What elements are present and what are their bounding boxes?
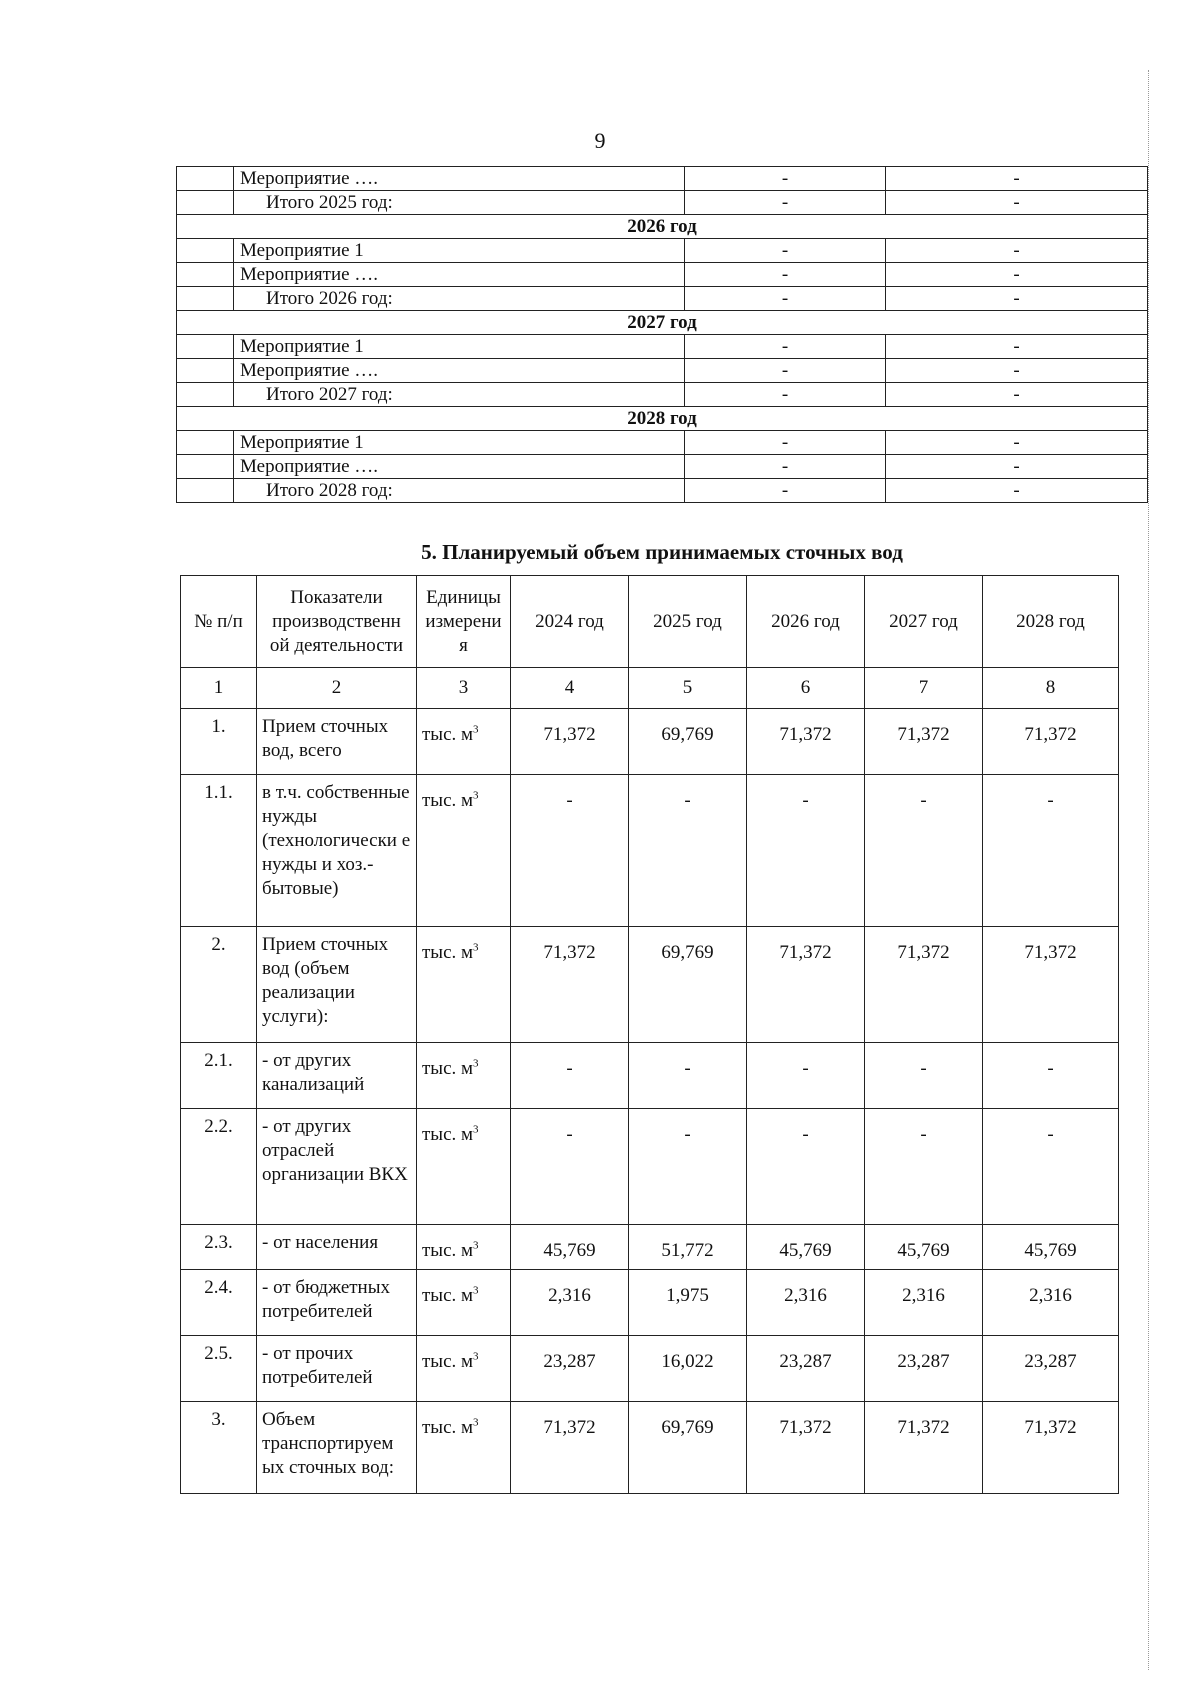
- unit-cell: [417, 927, 511, 1043]
- unit-cell: [417, 709, 511, 775]
- measure-label: Мероприятие ….: [234, 167, 685, 191]
- empty-cell: [177, 383, 234, 407]
- year-value: -: [865, 1109, 983, 1225]
- year-value: 16,022: [629, 1336, 747, 1402]
- header-cell: № п/п: [181, 576, 257, 668]
- measure-value: -: [886, 455, 1148, 479]
- unit-exponent: 3: [473, 723, 479, 736]
- unit-exponent: 3: [473, 789, 479, 802]
- header-cell: 2027 год: [865, 576, 983, 668]
- year-value: -: [983, 775, 1119, 927]
- measure-label: Итого 2028 год:: [234, 479, 685, 503]
- measure-row: [177, 359, 1148, 383]
- column-number-row: [181, 668, 1119, 709]
- year-value: 71,372: [983, 927, 1119, 1043]
- unit-text: тыс. м: [422, 724, 474, 745]
- year-value: 69,769: [629, 1402, 747, 1494]
- measure-value: -: [886, 239, 1148, 263]
- year-value: 71,372: [511, 1402, 629, 1494]
- unit-text: тыс. м: [422, 942, 474, 963]
- table-row: [181, 775, 1119, 927]
- indicator-label: - от населения: [257, 1225, 417, 1270]
- unit-cell: [417, 1336, 511, 1402]
- measure-row: [177, 455, 1148, 479]
- year-value: 69,769: [629, 709, 747, 775]
- empty-cell: [177, 167, 234, 191]
- indicator-label: Прием сточных вод, всего: [257, 709, 417, 775]
- measure-row: [177, 431, 1148, 455]
- measure-value: -: [685, 263, 886, 287]
- measure-value: -: [886, 263, 1148, 287]
- empty-cell: [177, 335, 234, 359]
- empty-cell: [177, 239, 234, 263]
- column-number: 6: [747, 668, 865, 709]
- measure-label: Мероприятие 1: [234, 431, 685, 455]
- year-value: 71,372: [511, 927, 629, 1043]
- table-row: [181, 1109, 1119, 1225]
- indicator-label: в т.ч. собственные нужды (технологически е нужды и хоз.-бытовые): [257, 775, 417, 927]
- year-value: 45,769: [983, 1225, 1119, 1270]
- year-value: -: [865, 775, 983, 927]
- measure-value: -: [685, 287, 886, 311]
- measure-value: -: [886, 431, 1148, 455]
- unit-text: тыс. м: [422, 1240, 474, 1261]
- unit-cell: [417, 1043, 511, 1109]
- unit-text: тыс. м: [422, 1124, 474, 1145]
- row-number: 2.5.: [181, 1336, 257, 1402]
- unit-text: тыс. м: [422, 1351, 474, 1372]
- year-value: 69,769: [629, 927, 747, 1043]
- unit-exponent: 3: [473, 1284, 479, 1297]
- unit-text: тыс. м: [422, 790, 474, 811]
- empty-cell: [177, 263, 234, 287]
- measure-value: -: [886, 335, 1148, 359]
- year-heading: 2028 год: [177, 407, 1148, 431]
- header-cell: 2026 год: [747, 576, 865, 668]
- header-cell: 2025 год: [629, 576, 747, 668]
- unit-exponent: 3: [473, 1123, 479, 1136]
- measure-row: [177, 263, 1148, 287]
- table-row: [181, 1270, 1119, 1336]
- section-title: 5. Планируемый объем принимаемых сточных вод: [421, 540, 903, 564]
- year-value: -: [511, 775, 629, 927]
- unit-text: тыс. м: [422, 1058, 474, 1079]
- year-value: -: [629, 1109, 747, 1225]
- year-value: -: [747, 1043, 865, 1109]
- column-number: 2: [257, 668, 417, 709]
- empty-cell: [177, 455, 234, 479]
- year-value: 1,975: [629, 1270, 747, 1336]
- year-value: 71,372: [747, 709, 865, 775]
- year-value: -: [747, 775, 865, 927]
- table-row: [181, 709, 1119, 775]
- header-cell: 2024 год: [511, 576, 629, 668]
- measure-label: Мероприятие ….: [234, 455, 685, 479]
- year-value: 23,287: [983, 1336, 1119, 1402]
- unit-exponent: 3: [473, 1057, 479, 1070]
- row-number: 2.1.: [181, 1043, 257, 1109]
- table-row: [181, 1225, 1119, 1270]
- year-value: 2,316: [865, 1270, 983, 1336]
- measure-value: -: [886, 167, 1148, 191]
- year-value: 2,316: [983, 1270, 1119, 1336]
- column-number: 1: [181, 668, 257, 709]
- column-number: 8: [983, 668, 1119, 709]
- unit-cell: [417, 1270, 511, 1336]
- year-value: 23,287: [865, 1336, 983, 1402]
- year-value: 51,772: [629, 1225, 747, 1270]
- measure-value: -: [886, 287, 1148, 311]
- wastewater-volume-table: [180, 575, 1119, 1494]
- year-value: -: [747, 1109, 865, 1225]
- indicator-label: - от прочих потребителей: [257, 1336, 417, 1402]
- indicator-label: - от бюджетных потребителей: [257, 1270, 417, 1336]
- unit-exponent: 3: [473, 1239, 479, 1252]
- measure-label: Мероприятие 1: [234, 335, 685, 359]
- year-value: -: [865, 1043, 983, 1109]
- row-number: 2.2.: [181, 1109, 257, 1225]
- empty-cell: [177, 431, 234, 455]
- measure-value: -: [685, 359, 886, 383]
- measure-value: -: [685, 479, 886, 503]
- year-value: -: [511, 1109, 629, 1225]
- page-edge-artifact: [1148, 70, 1152, 1670]
- unit-text: тыс. м: [422, 1285, 474, 1306]
- year-value: 45,769: [511, 1225, 629, 1270]
- table-row: [181, 927, 1119, 1043]
- measures-table: [176, 166, 1148, 503]
- measure-label: Итого 2025 год:: [234, 191, 685, 215]
- indicator-label: - от других канализаций: [257, 1043, 417, 1109]
- column-number: 4: [511, 668, 629, 709]
- year-value: 71,372: [511, 709, 629, 775]
- year-value: 71,372: [983, 709, 1119, 775]
- unit-text: тыс. м: [422, 1417, 474, 1438]
- year-value: 71,372: [747, 927, 865, 1043]
- measure-row: [177, 167, 1148, 191]
- year-value: 2,316: [747, 1270, 865, 1336]
- year-value: -: [629, 775, 747, 927]
- total-row: [177, 479, 1148, 503]
- total-row: [177, 191, 1148, 215]
- year-value: -: [983, 1109, 1119, 1225]
- year-value: -: [983, 1043, 1119, 1109]
- unit-exponent: 3: [473, 941, 479, 954]
- year-row: [177, 215, 1148, 239]
- year-value: 71,372: [747, 1402, 865, 1494]
- measure-value: -: [886, 359, 1148, 383]
- column-number: 7: [865, 668, 983, 709]
- header-cell: Показатели производственн ой деятельности: [257, 576, 417, 668]
- measure-value: -: [685, 335, 886, 359]
- year-value: 45,769: [747, 1225, 865, 1270]
- measure-value: -: [685, 167, 886, 191]
- measure-value: -: [886, 191, 1148, 215]
- total-row: [177, 287, 1148, 311]
- measure-value: -: [685, 455, 886, 479]
- year-value: -: [629, 1043, 747, 1109]
- empty-cell: [177, 191, 234, 215]
- year-row: [177, 407, 1148, 431]
- table-header-row: [181, 576, 1119, 668]
- measure-label: Мероприятие ….: [234, 359, 685, 383]
- measure-value: -: [886, 479, 1148, 503]
- year-value: 71,372: [865, 1402, 983, 1494]
- unit-cell: [417, 1109, 511, 1225]
- measure-label: Мероприятие ….: [234, 263, 685, 287]
- measure-label: Итого 2027 год:: [234, 383, 685, 407]
- measure-row: [177, 335, 1148, 359]
- year-value: 71,372: [865, 709, 983, 775]
- year-value: 71,372: [983, 1402, 1119, 1494]
- unit-cell: [417, 1225, 511, 1270]
- measure-label: Итого 2026 год:: [234, 287, 685, 311]
- table-row: [181, 1402, 1119, 1494]
- indicator-label: Объем транспортируем ых сточных вод:: [257, 1402, 417, 1494]
- measure-value: -: [685, 239, 886, 263]
- measure-label: Мероприятие 1: [234, 239, 685, 263]
- year-heading: 2027 год: [177, 311, 1148, 335]
- row-number: 1.1.: [181, 775, 257, 927]
- year-row: [177, 311, 1148, 335]
- year-value: 71,372: [865, 927, 983, 1043]
- column-number: 5: [629, 668, 747, 709]
- indicator-label: - от других отраслей организации ВКХ: [257, 1109, 417, 1225]
- year-value: 23,287: [511, 1336, 629, 1402]
- row-number: 2.3.: [181, 1225, 257, 1270]
- page-number: 9: [594, 128, 606, 153]
- year-value: 45,769: [865, 1225, 983, 1270]
- table-row: [181, 1336, 1119, 1402]
- unit-exponent: 3: [473, 1416, 479, 1429]
- indicator-label: Прием сточных вод (объем реализации услуги):: [257, 927, 417, 1043]
- total-row: [177, 383, 1148, 407]
- unit-cell: [417, 775, 511, 927]
- year-value: 2,316: [511, 1270, 629, 1336]
- row-number: 3.: [181, 1402, 257, 1494]
- measure-value: -: [685, 383, 886, 407]
- year-heading: 2026 год: [177, 215, 1148, 239]
- row-number: 1.: [181, 709, 257, 775]
- measure-value: -: [886, 383, 1148, 407]
- measure-row: [177, 239, 1148, 263]
- year-value: -: [511, 1043, 629, 1109]
- unit-exponent: 3: [473, 1350, 479, 1363]
- table-row: [181, 1043, 1119, 1109]
- header-cell: Единицы измерени я: [417, 576, 511, 668]
- unit-cell: [417, 1402, 511, 1494]
- year-value: 23,287: [747, 1336, 865, 1402]
- column-number: 3: [417, 668, 511, 709]
- empty-cell: [177, 479, 234, 503]
- empty-cell: [177, 287, 234, 311]
- row-number: 2.4.: [181, 1270, 257, 1336]
- measure-value: -: [685, 191, 886, 215]
- empty-cell: [177, 359, 234, 383]
- row-number: 2.: [181, 927, 257, 1043]
- header-cell: 2028 год: [983, 576, 1119, 668]
- measure-value: -: [685, 431, 886, 455]
